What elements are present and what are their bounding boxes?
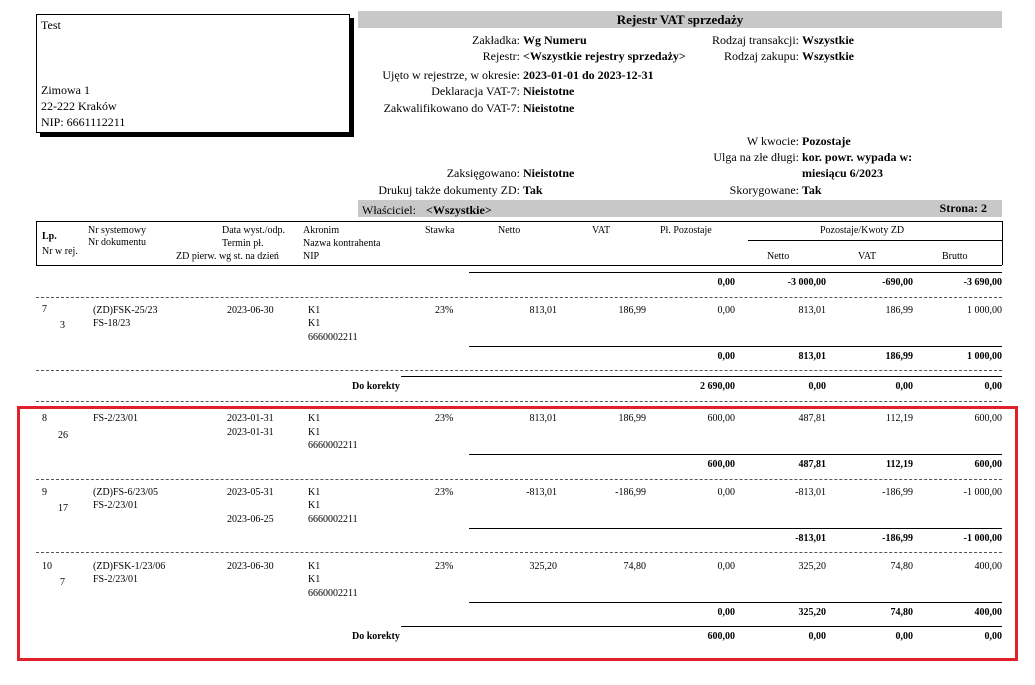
drukuj-label: Drukuj także dokumenty ZD:	[378, 183, 520, 197]
row-pl: 600,00	[707, 413, 735, 424]
row-akronim: K1	[308, 305, 321, 316]
zaksiegowano-label: Zaksięgowano:	[446, 166, 520, 180]
sum-brutto: -1 000,00	[963, 533, 1002, 544]
row-vat: 74,80	[623, 561, 646, 572]
header-bottom-line	[36, 265, 1002, 266]
row-lp: 8	[42, 413, 47, 424]
row-pnetto: 325,20	[798, 561, 826, 572]
row-vat: 186,99	[618, 305, 646, 316]
col-lp: Lp.	[42, 231, 57, 242]
row-stawka: 23%	[435, 561, 454, 572]
col-termin: Termin pł.	[222, 238, 264, 249]
separator	[36, 297, 1002, 298]
ujeto-label: Ujęto w rejestrze, w okresie:	[382, 68, 520, 82]
row-vat: -186,99	[615, 487, 646, 498]
korekta-pl: 600,00	[707, 631, 735, 642]
sum-pl: 0,00	[717, 351, 735, 362]
col-zd-pierw: ZD pierw. wg st. na dzień	[176, 251, 279, 262]
row-pl: 0,00	[717, 561, 735, 572]
sum-vat: -186,99	[882, 533, 913, 544]
col-nr-systemowy: Nr systemowy	[88, 225, 147, 236]
header-sub-line	[748, 240, 1002, 241]
row-date2: 2023-06-25	[227, 514, 274, 525]
row-lp: 10	[42, 561, 52, 572]
row-pvat: -186,99	[882, 487, 913, 498]
korekta-label: Do korekty	[352, 631, 400, 642]
separator	[36, 479, 1002, 480]
row-date: 2023-01-31	[227, 413, 274, 424]
korekta-brutto: 0,00	[984, 631, 1002, 642]
sum-netto: 813,01	[798, 351, 826, 362]
sum-line	[469, 454, 1002, 455]
col-akronim: Akronim	[303, 225, 340, 236]
col-data: Data wyst./odp.	[222, 225, 286, 236]
sum-brutto: 400,00	[974, 607, 1002, 618]
row-pl: 0,00	[717, 305, 735, 316]
row-stawka: 23%	[435, 413, 454, 424]
row-pnetto: 487,81	[798, 413, 826, 424]
row-date: 2023-05-31	[227, 487, 274, 498]
row-nip: 6660002211	[308, 440, 358, 451]
row-pvat: 186,99	[885, 305, 913, 316]
col-nazwa: Nazwa kontrahenta	[303, 238, 381, 249]
col-nip: NIP	[303, 251, 320, 262]
row-pbrutto: 600,00	[974, 413, 1002, 424]
company-nip: NIP: 6661112211	[41, 115, 126, 129]
rodzaj-transakcji-label: Rodzaj transakcji:	[712, 33, 799, 47]
row-stawka: 23%	[435, 487, 454, 498]
sum-pl: 0,00	[717, 607, 735, 618]
zakwalifikowano-value: Nieistotne	[523, 101, 575, 115]
row-netto: 813,01	[529, 305, 557, 316]
skorygowane-label: Skorygowane:	[729, 183, 799, 197]
row-nip: 6660002211	[308, 588, 358, 599]
row-pvat: 112,19	[885, 413, 913, 424]
sum-line	[469, 346, 1002, 347]
carry-netto: -3 000,00	[787, 277, 826, 288]
rodzaj-zakupu-value: Wszystkie	[802, 49, 854, 63]
sum-netto: 325,20	[798, 607, 826, 618]
korekta-netto: 0,00	[808, 631, 826, 642]
highlight-box	[17, 406, 1018, 661]
deklaracja-label: Deklaracja VAT-7:	[431, 84, 520, 98]
row-akronim: K1	[308, 561, 321, 572]
row-stawka: 23%	[435, 305, 454, 316]
col-pl-pozostaje: Pł. Pozostaje	[660, 225, 712, 236]
row-nr: 26	[58, 430, 68, 441]
row-nip: 6660002211	[308, 332, 358, 343]
row-pl: 0,00	[717, 487, 735, 498]
row-netto: -813,01	[526, 487, 557, 498]
korekta-label: Do korekty	[352, 381, 400, 392]
carry-brutto: -3 690,00	[963, 277, 1002, 288]
sum-line	[469, 602, 1002, 603]
korekta-vat: 0,00	[895, 381, 913, 392]
ulga-value-line1: kor. powr. wypada w:	[802, 150, 913, 164]
row-netto: 325,20	[529, 561, 557, 572]
sum-vat: 186,99	[885, 351, 913, 362]
sum-netto: 487,81	[798, 459, 826, 470]
wlasciciel-value: <Wszystkie>	[426, 203, 492, 217]
zakladka-label: Zakładka:	[472, 33, 520, 47]
col-sub-netto: Netto	[767, 251, 790, 262]
row-doc: FS-18/23	[93, 318, 131, 329]
carry-vat: -690,00	[882, 277, 913, 288]
row-lp: 9	[42, 487, 47, 498]
rejestr-label: Rejestr:	[482, 49, 520, 63]
header-top-line	[36, 221, 1002, 222]
header-left-line	[36, 221, 37, 265]
row-netto: 813,01	[529, 413, 557, 424]
zakladka-value: Wg Numeru	[523, 33, 587, 47]
drukuj-value: Tak	[523, 183, 543, 197]
rodzaj-transakcji-value: Wszystkie	[802, 33, 854, 47]
sum-vat: 74,80	[890, 607, 913, 618]
row-akronim: K1	[308, 413, 321, 424]
row-sys: (ZD)FSK-1/23/06	[93, 561, 166, 572]
separator	[36, 370, 1002, 371]
sum-pl: 600,00	[707, 459, 735, 470]
col-nr-w-rej: Nr w rej.	[42, 246, 78, 257]
zakwalifikowano-label: Zakwalifikowano do VAT-7:	[383, 101, 520, 115]
sum-brutto: 600,00	[974, 459, 1002, 470]
sum-netto: -813,01	[795, 533, 826, 544]
ulga-value-line2: miesiącu 6/2023	[802, 166, 883, 180]
sum-line	[469, 528, 1002, 529]
row-date: 2023-06-30	[227, 561, 274, 572]
korekta-netto: 0,00	[808, 381, 826, 392]
row-nazwa: K1	[308, 318, 321, 329]
row-pbrutto: -1 000,00	[963, 487, 1002, 498]
skorygowane-value: Tak	[802, 183, 822, 197]
header-right-line	[1002, 221, 1003, 265]
w-kwocie-value: Pozostaje	[802, 134, 851, 148]
korekta-line	[401, 626, 1002, 627]
company-city: 22-222 Kraków	[41, 99, 117, 113]
col-pozostaje-kwoty: Pozostaje/Kwoty ZD	[820, 225, 905, 236]
page-number: Strona: 2	[939, 201, 987, 215]
carry-pl: 0,00	[717, 277, 735, 288]
sum-brutto: 1 000,00	[967, 351, 1002, 362]
sum-vat: 112,19	[886, 459, 913, 470]
korekta-line	[401, 376, 1002, 377]
col-vat: VAT	[592, 225, 611, 236]
row-pvat: 74,80	[890, 561, 913, 572]
rejestr-value: <Wszystkie rejestry sprzedaży>	[523, 49, 686, 63]
korekta-vat: 0,00	[895, 631, 913, 642]
ujeto-value: 2023-01-01 do 2023-12-31	[523, 68, 654, 82]
row-doc: FS-2/23/01	[93, 500, 139, 511]
col-netto: Netto	[498, 225, 521, 236]
row-sys: FS-2/23/01	[93, 413, 139, 424]
wlasciciel-label: Właściciel:	[362, 203, 416, 217]
company-box	[36, 14, 350, 133]
row-pnetto: 813,01	[798, 305, 826, 316]
row-akronim: K1	[308, 487, 321, 498]
carry-line	[469, 272, 1002, 273]
korekta-brutto: 0,00	[984, 381, 1002, 392]
zaksiegowano-value: Nieistotne	[523, 166, 575, 180]
row-nazwa: K1	[308, 574, 321, 585]
col-sub-vat: VAT	[858, 251, 877, 262]
row-nr: 7	[60, 577, 65, 588]
rodzaj-zakupu-label: Rodzaj zakupu:	[724, 49, 799, 63]
row-lp: 7	[42, 304, 47, 315]
row-nazwa: K1	[308, 500, 321, 511]
ulga-label: Ulga na złe długi:	[713, 150, 799, 164]
row-pbrutto: 1 000,00	[967, 305, 1002, 316]
row-sys: (ZD)FSK-25/23	[93, 305, 158, 316]
separator	[36, 401, 1002, 402]
row-nr: 3	[60, 320, 65, 331]
row-vat: 186,99	[618, 413, 646, 424]
row-pnetto: -813,01	[795, 487, 826, 498]
row-pbrutto: 400,00	[974, 561, 1002, 572]
col-sub-brutto: Brutto	[942, 251, 968, 262]
row-sys: (ZD)FS-6/23/05	[93, 487, 158, 498]
deklaracja-value: Nieistotne	[523, 84, 575, 98]
row-nr: 17	[58, 503, 68, 514]
row-date2: 2023-01-31	[227, 427, 274, 438]
company-name: Test	[41, 18, 61, 32]
korekta-pl: 2 690,00	[700, 381, 735, 392]
row-nip: 6660002211	[308, 514, 358, 525]
row-doc: FS-2/23/01	[93, 574, 139, 585]
row-nazwa: K1	[308, 427, 321, 438]
col-stawka: Stawka	[425, 225, 455, 236]
separator	[36, 552, 1002, 553]
row-date: 2023-06-30	[227, 305, 274, 316]
col-nr-dokumentu: Nr dokumentu	[88, 237, 147, 248]
company-street: Zimowa 1	[41, 83, 90, 97]
w-kwocie-label: W kwocie:	[746, 134, 799, 148]
page-title: Rejestr VAT sprzedaży	[616, 12, 744, 27]
